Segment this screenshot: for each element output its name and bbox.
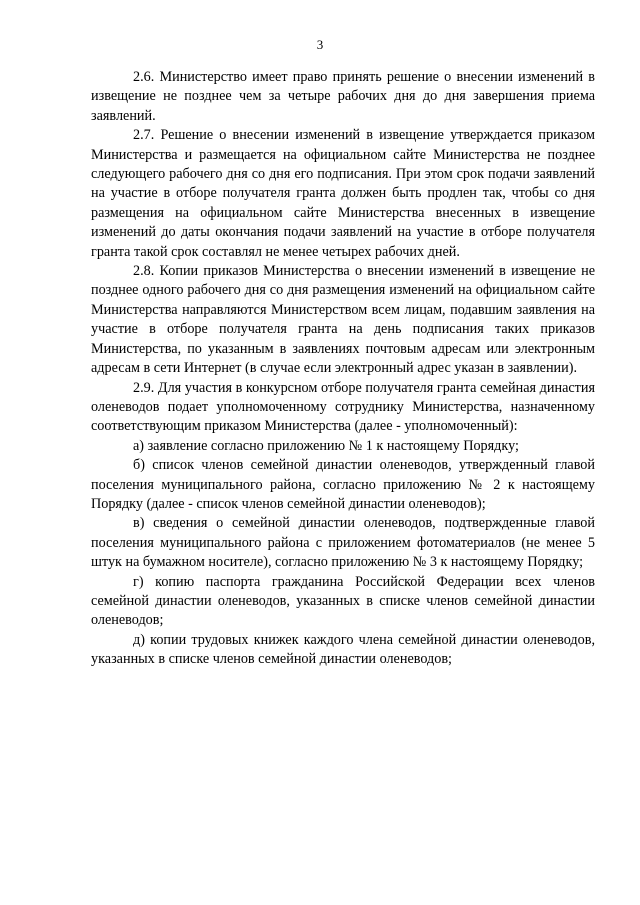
list-item-d: д) копии трудовых книжек каждого члена семейной династии оленеводов, указанных в списке членов семейной династии оленеводов;: [91, 631, 595, 668]
list-item-b: б) список членов семейной династии оленеводов, утвержденный главой поселения муниципального района, согласно приложению № 2 к настоящему Порядку (далее - список членов семейной династии оленеводов);: [91, 457, 595, 512]
list-item-g: г) копию паспорта гражданина Российской Федерации всех членов семейной династии оленеводов, указанных в списке членов семейной династии оленеводов;: [91, 573, 595, 629]
page-number: 3: [316, 37, 324, 52]
document-body: [91, 68, 595, 670]
paragraph-2-9: 2.9. Для участия в конкурсном отборе получателя гранта семейная династия оленеводов подает уполномоченному сотруднику Министерства, назначенному соответствующим приказом Министерства (далее - уполномоченный):: [91, 379, 595, 435]
list-item-v: в) сведения о семейной династии оленеводов, подтвержденные главой поселения муниципального района с приложением фотоматериалов (не менее 5 штук на бумажном носителе), согласно приложению № 3 к настоящему Порядку;: [91, 515, 595, 571]
paragraph-2-8: 2.8. Копии приказов Министерства о внесении изменений в извещение не позднее одного рабочего дня со дня размещения изменений на официальном сайте Министерства направляются Министерством всем лицам, подавшим заявления на участие в отборе получателя гранта на день подписания таких приказов Министерства, по указанным в заявлениях почтовым адресам или электронным адресам в сети Интернет (в случае если электронный адрес указан в заявлении).: [91, 263, 595, 377]
list-item-a: а) заявление согласно приложению № 1 к настоящему Порядку;: [133, 437, 519, 454]
paragraph-2-6: 2.6. Министерство имеет право принять решение о внесении изменений в извещение не позднее чем за четыре рабочих дня до дня завершения приема заявлений.: [91, 69, 595, 124]
paragraph-2-7: 2.7. Решение о внесении изменений в извещение утверждается приказом Министерства и размещается на официальном сайте Министерства не позднее следующего рабочего дня со дня его подписания. При этом срок подачи заявлений на участие в отборе получателя гранта должен быть продлен так, чтобы со дня размещения на официальном сайте Министерства внесенных в извещение изменений до даты окончания подачи заявлений на участие в отборе получателя гранта такой срок составлял не менее четырех рабочих дней.: [91, 127, 595, 260]
